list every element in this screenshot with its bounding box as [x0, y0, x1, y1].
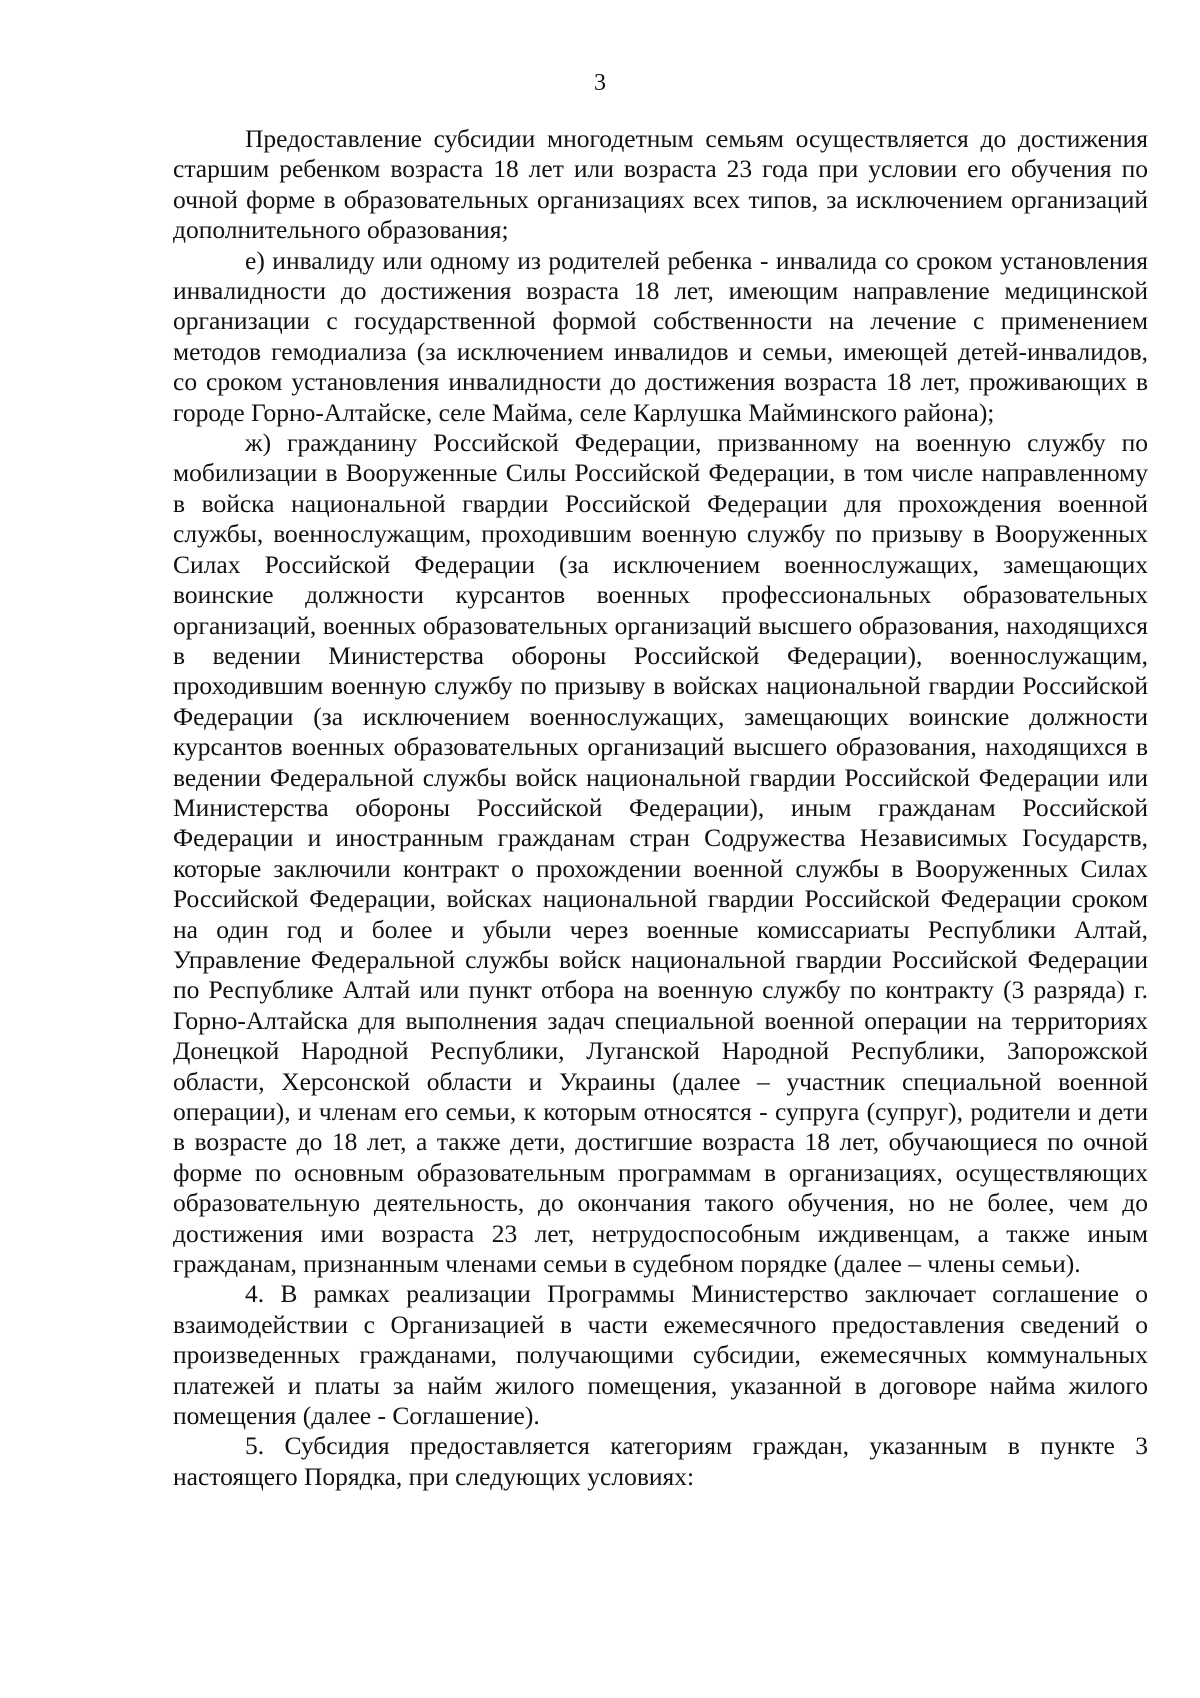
paragraph-section-5-conditions: 5. Субсидия предоставляется категориям граждан, указанным в пункте 3 настоящего Порядка, при следующих условиях:	[173, 1431, 1148, 1491]
paragraph-section-4-agreement: 4. В рамках реализации Программы Министерство заключает соглашение о взаимодействии с Организацией в части ежемесячного предоставления сведений о произведенных гражданами, получающими субсидии, ежемесячных коммунальных платежей и платы за найм жилого помещения, указанной в договоре найма жилого помещения (далее - Соглашение).	[173, 1279, 1148, 1431]
document-body	[173, 124, 1148, 1492]
paragraph-item-e-disabled: е) инвалиду или одному из родителей ребенка - инвалида со сроком установления инвалидности до достижения возраста 18 лет, имеющим направление медицинской организации с государственной формой собственности на лечение с применением методов гемодиализа (за исключением инвалидов и семьи, имеющей детей-инвалидов, со сроком установления инвалидности до достижения возраста 18 лет, проживающих в городе Горно-Алтайске, селе Майма, селе Карлушка Майминского района);	[173, 245, 1148, 427]
page-number: 3	[594, 70, 606, 96]
paragraph-large-family-subsidy: Предоставление субсидии многодетным семьям осуществляется до достижения старшим ребенком возраста 18 лет или возраста 23 года при условии его обучения по очной форме в образовательных организациях всех типов, за исключением организаций дополнительного образования;	[173, 124, 1148, 245]
paragraph-item-zh-mobilized: ж) гражданину Российской Федерации, призванному на военную службу по мобилизации в Вооруженные Силы Российской Федерации, в том числе направленному в войска национальной гвардии Российской Федерации для прохождения военной службы, военнослужащим, проходившим военную службу по призыву в Вооруженных Силах Российской Федерации (за исключением военнослужащих, замещающих воинские должности курсантов военных профессиональных образовательных организаций, военных образовательных организаций высшего образования, находящихся в ведении Министерства обороны Российской Федерации), военнослужащим, проходившим военную службу по призыву в войсках национальной гвардии Российской Федерации (за исключением военнослужащих, замещающих воинские должности курсантов военных образовательных организаций высшего образования, находящихся в ведении Федеральной службы войск национальной гвардии Российской Федерации или Министерства обороны Российской Федерации), иным гражданам Российской Федерации и иностранным гражданам стран Содружества Независимых Государств, которые заключили контракт о прохождении военной службы в Вооруженных Силах Российской Федерации, войсках национальной гвардии Российской Федерации сроком на один год и более и убыли через военные комиссариаты Республики Алтай, Управление Федеральной службы войск национальной гвардии Российской Федерации по Республике Алтай или пункт отбора на военную службу по контракту (3 разряда) г. Горно-Алтайска для выполнения задач специальной военной операции на территориях Донецкой Народной Республики, Луганской Народной Республики, Запорожской области, Херсонской области и Украины (далее – участник специальной военной операции), и членам его семьи, к которым относятся - супруга (супруг), родители и дети в возрасте до 18 лет, а также дети, достигшие возраста 18 лет, обучающиеся по очной форме по основным образовательным программам в организациях, осуществляющих образовательную деятельность, до окончания такого обучения, но не более, чем до достижения ими возраста 23 лет, нетрудоспособным иждивенцам, а также иным гражданам, признанным членами семьи в судебном порядке (далее – члены семьи).	[173, 428, 1148, 1279]
